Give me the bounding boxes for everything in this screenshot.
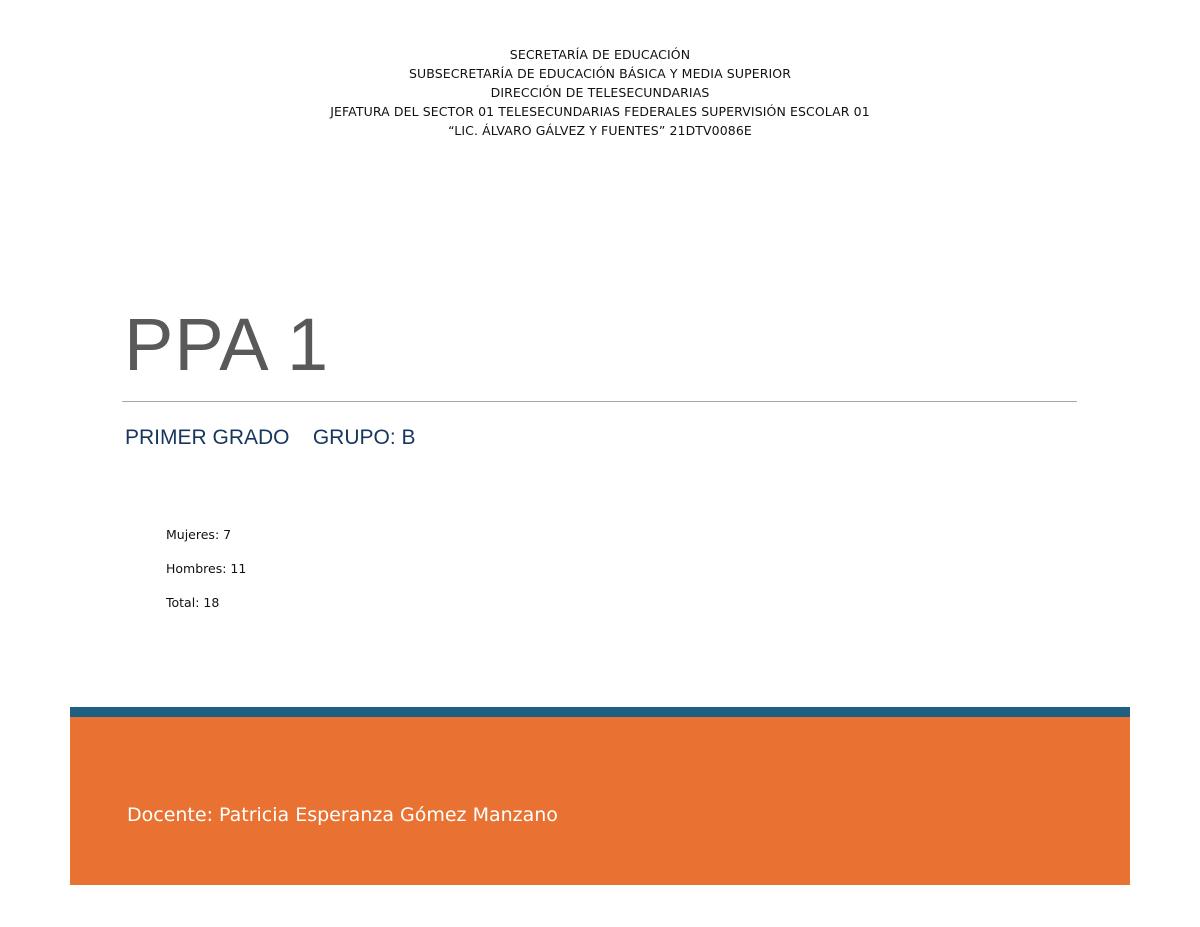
header-line-secretaria: SECRETARÍA DE EDUCACIÓN [509,47,691,62]
document-title: PPA 1 [124,303,330,386]
title-divider [122,401,1077,402]
teacher-name: Docente: Patricia Esperanza Gómez Manzano [127,804,558,826]
stat-mujeres: Mujeres: 7 [166,527,232,542]
stat-total: Total: 18 [166,595,220,610]
document-subtitle: PRIMER GRADO GRUPO: B [125,426,416,449]
header-line-school: “LIC. ÁLVARO GÁLVEZ Y FUENTES” 21DTV0086E [448,123,752,138]
footer-accent-stripe [70,707,1130,717]
stat-hombres: Hombres: 11 [166,561,247,576]
footer-band [70,717,1130,885]
group-stats [166,525,246,627]
institution-header [0,45,1200,140]
header-line-jefatura: JEFATURA DEL SECTOR 01 TELESECUNDARIAS FEDERALES SUPERVISIÓN ESCOLAR 01 [330,104,870,119]
header-line-subsecretaria: SUBSECRETARÍA DE EDUCACIÓN BÁSICA Y MEDIA SUPERIOR [408,66,792,81]
header-line-direccion: DIRECCIÓN DE TELESECUNDARIAS [490,85,710,100]
